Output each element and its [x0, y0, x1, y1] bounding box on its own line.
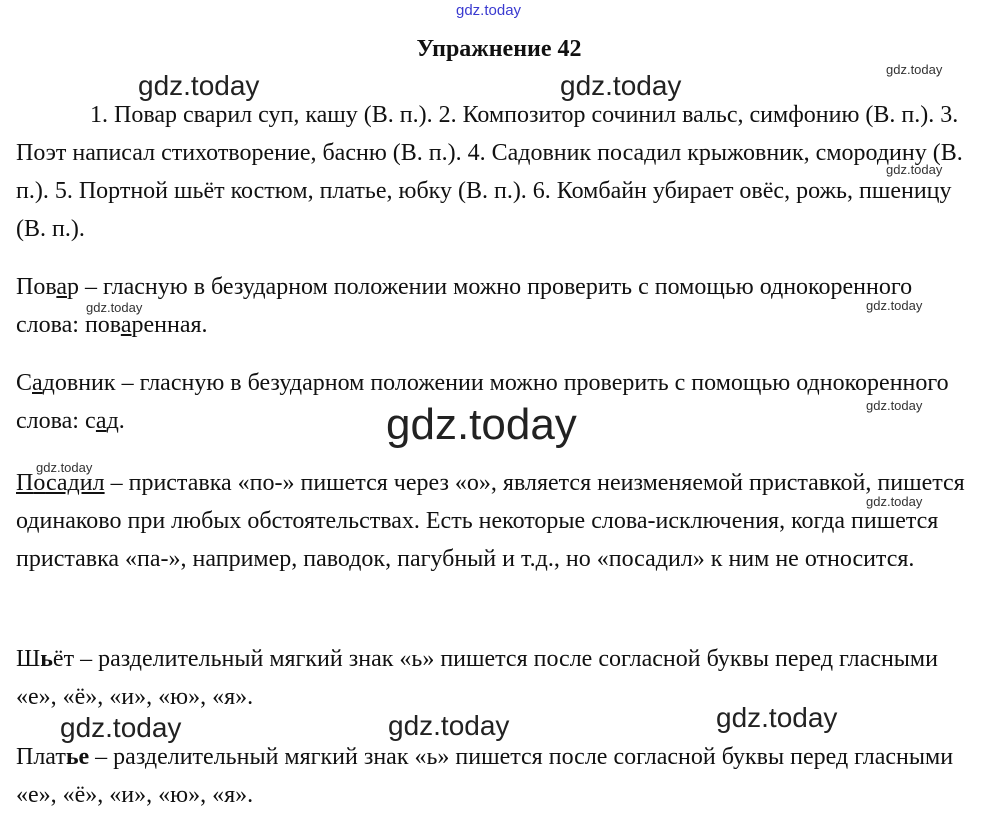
note-word: Садовник — [16, 370, 116, 396]
note-text: – приставка «по-» пишется через «о», является неизменяемой приставкой, пишется одинаково при любых обстоятельствах. Есть некоторые слова-исключения, когда пишется приставка «па-», например, паводок, пагубный и т.д., но «посадил» к ним не относится. — [16, 470, 965, 572]
watermark: gdz.today — [138, 70, 260, 101]
note-paragraph: Садовник – гласную в безударном положении можно проверить с помощью однокоренного слова: сад. — [16, 370, 949, 434]
note-paragraph — [16, 640, 976, 716]
watermark: gdz.today — [60, 712, 182, 743]
note-sadovnik — [16, 364, 976, 440]
watermark-small: gdz.today — [36, 460, 93, 475]
note-shyot — [16, 640, 976, 716]
exercise-sentences: 1. Повар сварил суп, кашу (В. п.). 2. Композитор сочинил вальс, симфонию (В. п.). 3. Поэт написал стихотворение, басню (В. п.). 4. Садовник посадил крыжовник, смородину (В. п.). 5. Портной шьёт костюм, платье, юбку (В. п.). 6. Комбайн убирает овёс, рожь, пшеницу (В. п.). — [16, 102, 963, 242]
watermark: gdz.today — [388, 710, 510, 741]
watermark-large: gdz.today — [386, 400, 577, 449]
exercise-text — [16, 96, 976, 248]
underlined-letter: а — [120, 312, 132, 338]
note-text: – гласную в безударном положении можно проверить с помощью однокоренного слова: пов — [16, 274, 913, 338]
underlined-letter: а — [95, 408, 107, 434]
underlined-letter: а — [32, 370, 43, 396]
note-paragraph: Повар – гласную в безударном положении можно проверить с помощью однокоренного слова: поваренная. — [16, 274, 913, 338]
note-posadil — [16, 464, 976, 578]
note-platye — [16, 738, 976, 814]
watermark-small: gdz.today — [866, 298, 923, 313]
exercise-title: Упражнение 42 — [416, 36, 582, 62]
watermark-small: gdz.today — [886, 162, 943, 177]
watermark: gdz.today — [560, 70, 682, 101]
note-paragraph — [16, 738, 976, 814]
note-text: – разделительный мягкий знак «ь» пишется после согласной буквы перед гласными «е», «ё», «и», «ю», «я». — [16, 744, 954, 808]
note-word: Платье — [16, 744, 90, 770]
note-word: Посадил — [16, 470, 105, 496]
underlined-letter: о — [33, 470, 46, 496]
note-text: – разделительный мягкий знак «ь» пишется после согласной буквы перед гласными «е», «ё», «и», «ю», «я». — [16, 646, 938, 710]
watermark-small: gdz.today — [866, 398, 923, 413]
bold-letters: ье — [65, 744, 90, 770]
watermark-top: gdz.today — [456, 2, 522, 19]
watermark-small: gdz.today — [86, 300, 143, 315]
watermark-small: gdz.today — [886, 62, 943, 77]
note-word: Шьёт — [16, 646, 75, 672]
underlined-letter: а — [56, 274, 68, 300]
bold-letter: ь — [40, 646, 53, 672]
watermark: gdz.today — [716, 702, 838, 733]
note-paragraph — [16, 464, 976, 578]
note-povar — [16, 268, 976, 344]
note-word: Повар — [16, 274, 80, 300]
note-text: – гласную в безударном положении можно проверить с помощью однокоренного слова: с — [16, 370, 949, 434]
watermark-small: gdz.today — [866, 494, 923, 509]
